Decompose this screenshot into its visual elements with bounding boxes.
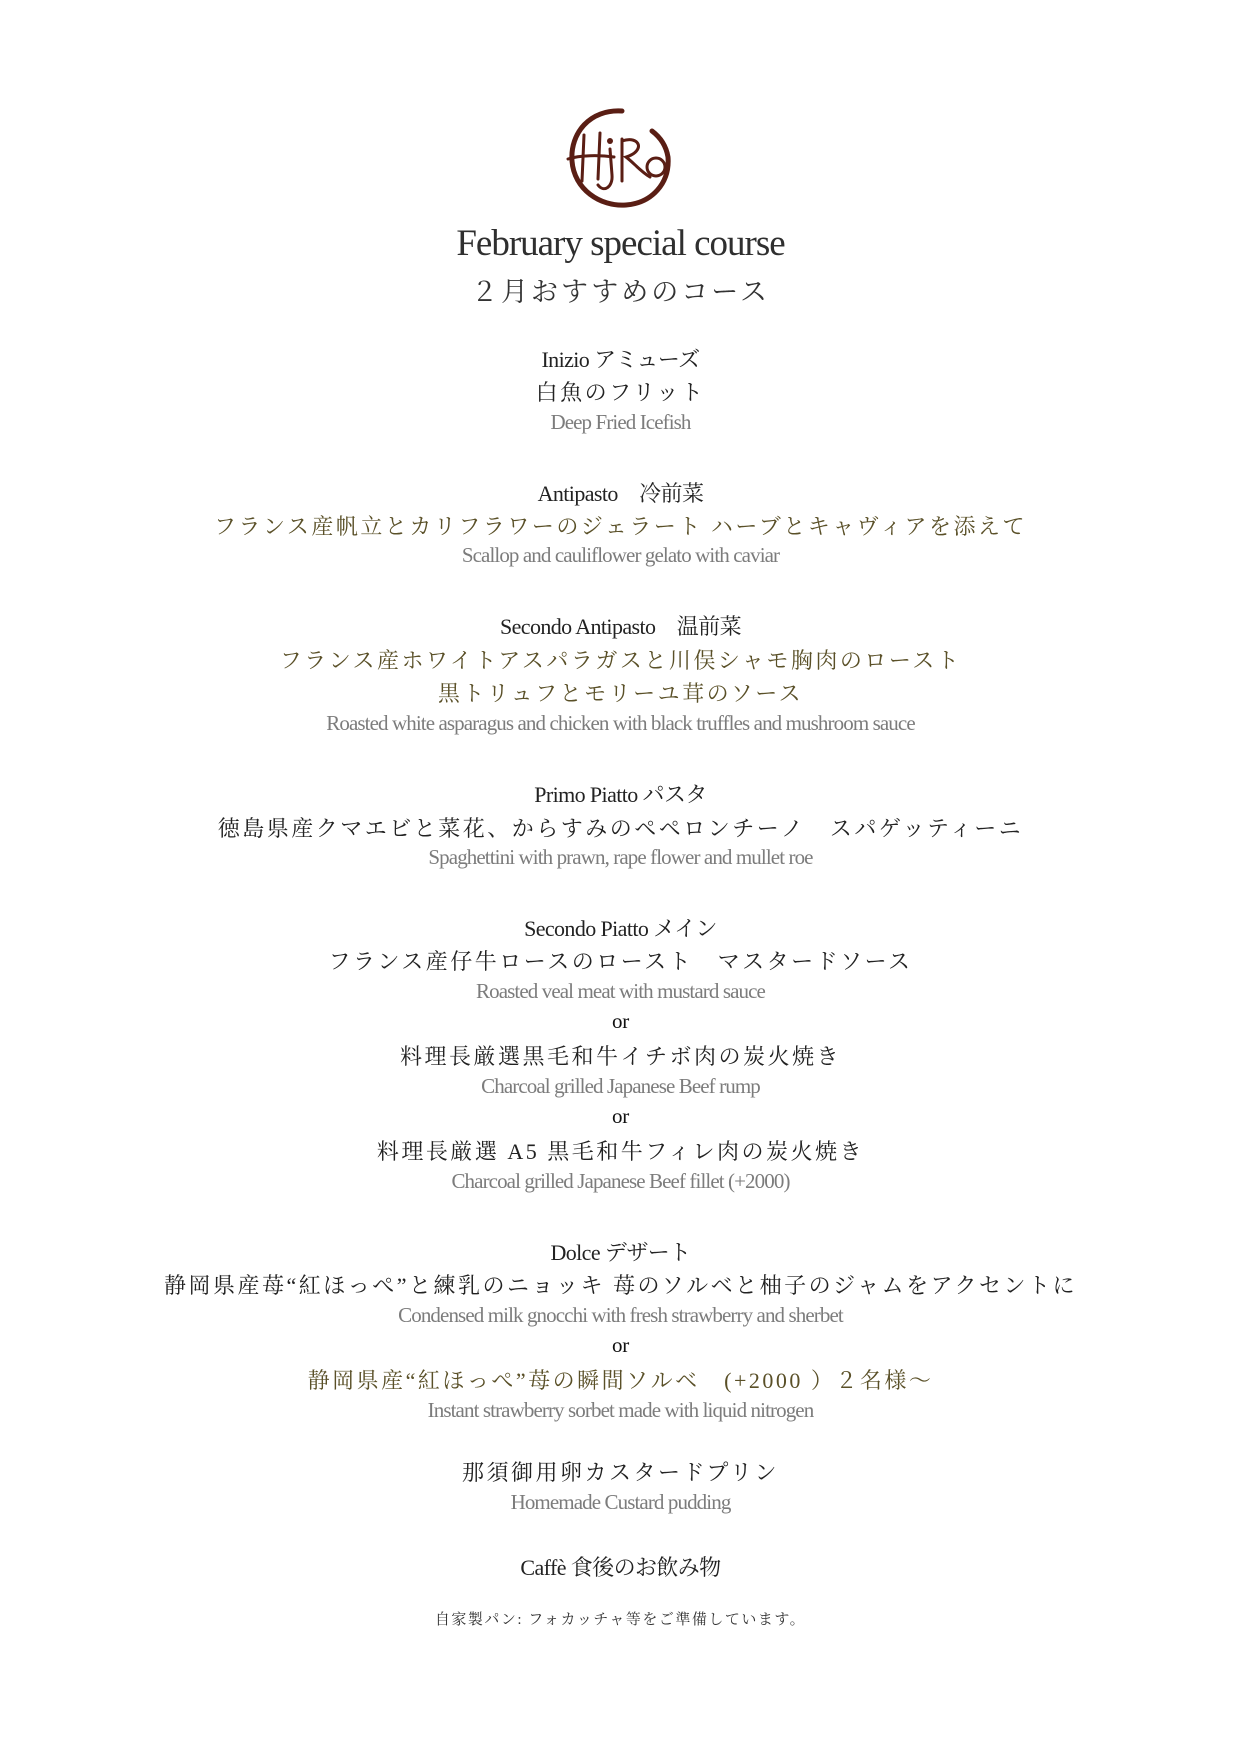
dish-en: Spaghettini with prawn, rape flower and mullet roe xyxy=(428,845,813,869)
dish-en: Roasted white asparagus and chicken with black truffles and mushroom sauce xyxy=(326,711,915,735)
dish-en: Deep Fried Icefish xyxy=(550,410,691,434)
course-heading-secondo-antipasto: Secondo Antipasto 温前菜 xyxy=(499,614,741,639)
dish-jp-line2: 黒トリュフとモリーユ茸のソース xyxy=(437,681,804,706)
restaurant-logo xyxy=(560,105,680,213)
course-heading-primo-piatto: Primo Piatto パスタ xyxy=(534,782,707,807)
course-heading-antipasto: Antipasto 冷前菜 xyxy=(537,481,704,506)
or-separator: or xyxy=(611,1333,630,1357)
dish-jp: 徳島県産クマエビと菜花、からすみのペペロンチーノ スパゲッティーニ xyxy=(217,816,1024,841)
dish-jp: 静岡県産“紅ほっぺ”苺の瞬間ソルベ (+2000 ）２名様～ xyxy=(307,1368,934,1393)
dish-en: Homemade Custard pudding xyxy=(510,1490,731,1514)
dish-jp: 料理長厳選黒毛和牛イチボ肉の炭火焼き xyxy=(399,1044,841,1069)
menu-subtitle: ２月おすすめのコース xyxy=(471,277,770,307)
course-heading-inizio: Inizio アミューズ xyxy=(541,347,700,372)
dish-en: Charcoal grilled Japanese Beef rump xyxy=(481,1074,760,1098)
dish-en: Roasted veal meat with mustard sauce xyxy=(476,979,765,1003)
dish-jp: 白魚のフリット xyxy=(535,380,706,405)
dish-jp: 料理長厳選 A5 黒毛和牛フィレ肉の炭火焼き xyxy=(376,1139,865,1164)
footer-note: 自家製パン: フォカッチャ等をご準備しています。 xyxy=(434,1612,807,1628)
menu-title: February special course xyxy=(456,223,785,264)
dish-en: Charcoal grilled Japanese Beef fillet (+2000) xyxy=(451,1169,790,1193)
dish-en: Instant strawberry sorbet made with liquid nitrogen xyxy=(427,1398,814,1422)
dish-jp: フランス産仔牛ロースのロースト マスタードソース xyxy=(328,949,913,974)
dish-jp: フランス産帆立とカリフラワーのジェラート ハーブとキャヴィアを添えて xyxy=(214,514,1027,539)
or-separator: or xyxy=(611,1009,630,1033)
dish-jp: 那須御用卵カスタードプリン xyxy=(462,1460,779,1485)
course-heading-caffe: Caffè 食後のお飲み物 xyxy=(520,1555,721,1580)
or-separator: or xyxy=(611,1104,630,1128)
dish-en: Condensed milk gnocchi with fresh strawberry and sherbet xyxy=(398,1303,843,1327)
dish-jp: フランス産ホワイトアスパラガスと川俣シャモ胸肉のロースト xyxy=(279,648,962,673)
course-heading-dolce: Dolce デザート xyxy=(550,1240,691,1265)
dish-en: Scallop and cauliflower gelato with caviar xyxy=(461,543,780,567)
dish-jp: 静岡県産苺“紅ほっぺ”と練乳のニョッキ 苺のソルベと柚子のジャムをアクセントに xyxy=(164,1273,1077,1298)
course-heading-secondo-piatto: Secondo Piatto メイン xyxy=(524,916,717,941)
